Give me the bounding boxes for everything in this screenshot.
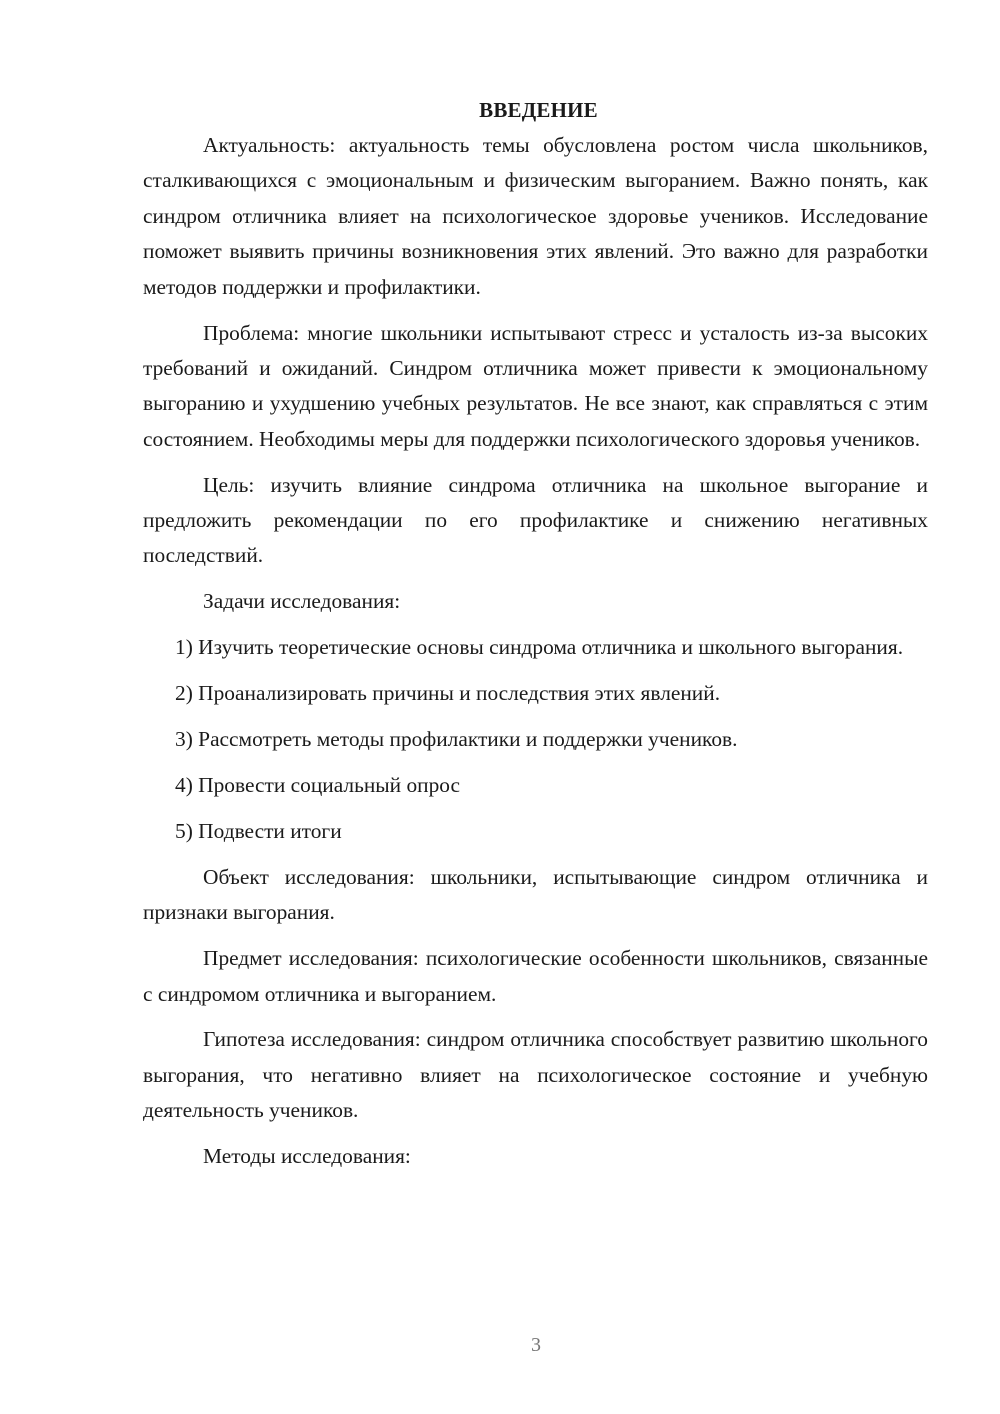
paragraph-problem: Проблема: многие школьники испытывают стресс и усталость из-за высоких требований и ожиданий. Синдром отличника может привести к эмоциональному выгоранию и ухудшению учебных результатов. Не все знают, как справляться с этим состоянием. Необходимы меры для поддержки психологического здоровья учеников. (143, 320, 928, 451)
list-item-task-2: 2) Проанализировать причины и последствия этих явлений. (175, 681, 721, 706)
list-item-task-1: 1) Изучить теоретические основы синдрома отличника и школьного выгорания. (175, 635, 904, 660)
list-item-task-5: 5) Подвести итоги (175, 818, 342, 843)
paragraph-object: Объект исследования: школьники, испытывающие синдром отличника и признаки выгорания. (143, 864, 928, 925)
paragraph-subject: Предмет исследования: психологические особенности школьников, связанные с синдромом отличника и выгоранием. (143, 946, 928, 1006)
paragraph-relevance: Актуальность: актуальность темы обусловлена ростом числа школьников, сталкивающихся с эмоциональным и физическим выгоранием. Важно понять, как синдром отличника влияет на психологическое здоровье учеников. Исследование поможет выявить причины возникновения этих явлений. Это важно для разработки методов поддержки и профилактики. (143, 133, 928, 299)
list-item-task-4: 4) Провести социальный опрос (175, 773, 461, 797)
paragraph-hypothesis: Гипотеза исследования: синдром отличника способствует развитию школьного выгорания, что негативно влияет на психологическое состояние и учебную деятельность учеников. (143, 1027, 928, 1123)
paragraph-goal: Цель: изучить влияние синдрома отличника на школьное выгорание и предложить рекомендации по его профилактике и снижению негативных последствий. (143, 472, 928, 568)
list-item-task-3: 3) Рассмотреть методы профилактики и поддержки учеников. (175, 727, 738, 752)
methods-heading: Методы исследования: (203, 1144, 411, 1169)
page-number: 3 (531, 1334, 541, 1356)
tasks-heading: Задачи исследования: (203, 589, 401, 614)
page-title: ВВЕДЕНИЕ (479, 98, 598, 122)
document-page (143, 92, 928, 1185)
